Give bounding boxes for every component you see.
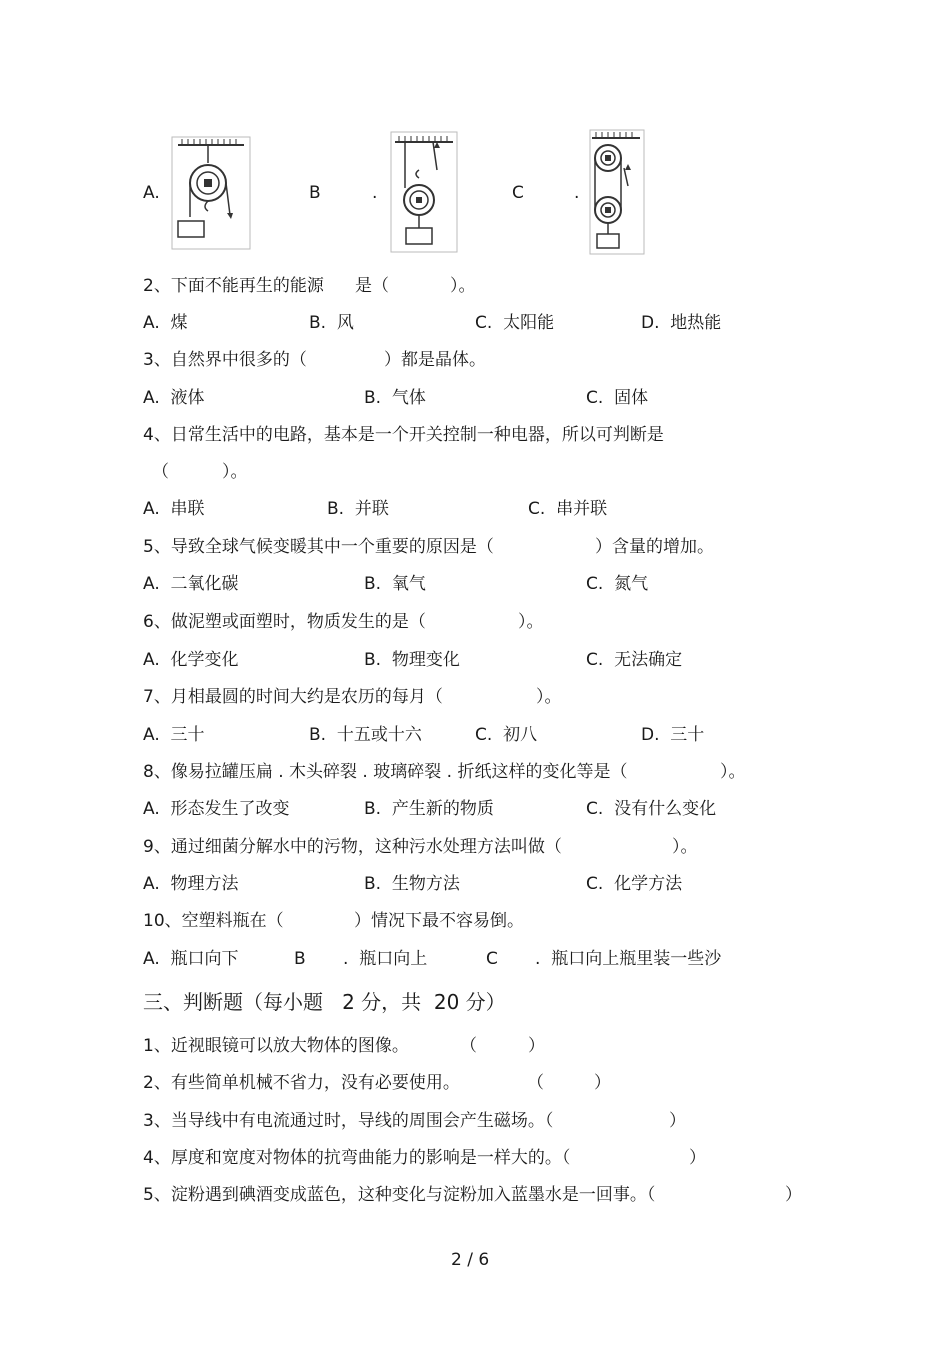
q1-option-a-label: A. [143, 183, 160, 203]
q8-option-b: B. 产生新的物质 [364, 799, 494, 819]
q5-option-c: C. 氮气 [586, 574, 649, 594]
judge-item-3-close: ） [669, 1111, 686, 1131]
q10-stem: 10、空塑料瓶在（ [143, 911, 284, 931]
pulley-figure-c [588, 128, 646, 256]
q7-option-b: B. 十五或十六 [309, 725, 422, 745]
q10-stem-close: ）情况下最不容易倒。 [354, 911, 524, 931]
q2-option-c: C. 太阳能 [475, 313, 555, 333]
q5-stem-close: ）含量的增加。 [595, 537, 714, 557]
q6-option-c: C. 无法确定 [586, 650, 683, 670]
q3-option-b: B. 气体 [364, 388, 426, 408]
page-number: 2 / 6 [451, 1250, 490, 1270]
q7-stem: 7、月相最圆的时间大约是农历的每月（ [143, 687, 443, 707]
q9-stem-close: ）。 [672, 837, 698, 857]
q2-option-b: B. 风 [309, 313, 354, 333]
q7-option-c: C. 初八 [475, 725, 538, 745]
q2-stem-open: 是（ [355, 276, 389, 296]
q2-stem-close: ）。 [450, 276, 476, 296]
q9-option-a: A. 物理方法 [143, 874, 239, 894]
judge-item-2-open: （ [527, 1073, 544, 1093]
q9-option-b: B. 生物方法 [364, 874, 460, 894]
q6-stem: 6、做泥塑或面塑时，物质发生的是（ [143, 612, 426, 632]
q1-option-b-dot: . [372, 183, 378, 203]
q9-option-c: C. 化学方法 [586, 874, 683, 894]
judge-item-1-open: （ [460, 1036, 477, 1056]
q1-option-c-label: C [512, 183, 524, 203]
q5-option-a: A. 二氧化碳 [143, 574, 239, 594]
pulley-figure-b [389, 130, 459, 254]
judge-item-2: 2、有些简单机械不省力，没有必要使用。 [143, 1073, 460, 1093]
q6-stem-close: ）。 [518, 612, 544, 632]
judge-item-1-close: ） [528, 1036, 545, 1056]
q8-option-a: A. 形态发生了改变 [143, 799, 290, 819]
q1-option-c-dot: . [574, 183, 580, 203]
q1-option-b-label: B [309, 183, 321, 203]
q10-option-b: . 瓶口向上 [343, 949, 428, 969]
q10-option-b-label: B [294, 949, 306, 969]
q7-option-a: A. 三十 [143, 725, 205, 745]
q2-stem: 2、下面不能再生的能源 [143, 276, 324, 296]
q6-option-b: B. 物理变化 [364, 650, 460, 670]
q2-option-a: A. 煤 [143, 313, 188, 333]
q7-option-d: D. 三十 [641, 725, 705, 745]
q5-stem: 5、导致全球气候变暖其中一个重要的原因是（ [143, 537, 494, 557]
q2-option-d: D. 地热能 [641, 313, 722, 333]
q10-option-a: A. 瓶口向下 [143, 949, 239, 969]
pulley-figure-a [170, 135, 252, 251]
q8-option-c: C. 没有什么变化 [586, 799, 717, 819]
q10-option-c: . 瓶口向上瓶里装一些沙 [535, 949, 722, 969]
judge-item-5-close: ） [785, 1185, 802, 1205]
q4-close-paren: ）。 [222, 462, 248, 482]
q5-option-b: B. 氧气 [364, 574, 426, 594]
q4-option-c: C. 串并联 [528, 499, 608, 519]
q8-stem: 8、像易拉罐压扁 . 木头碎裂 . 玻璃碎裂 . 折纸这样的变化等是（ [143, 762, 628, 782]
q3-option-c: C. 固体 [586, 388, 649, 408]
judge-item-4: 4、厚度和宽度对物体的抗弯曲能力的影响是一样大的。（ [143, 1148, 571, 1168]
section-title-judgement: 三、判断题（每小题 2 分，共 20 分） [143, 990, 506, 1014]
judge-item-3: 3、当导线中有电流通过时，导线的周围会产生磁场。（ [143, 1111, 554, 1131]
judge-item-4-close: ） [689, 1148, 706, 1168]
q3-option-a: A. 液体 [143, 388, 205, 408]
q3-stem-close: ）都是晶体。 [384, 350, 486, 370]
q4-open-paren: （ [152, 462, 169, 482]
judge-item-1: 1、近视眼镜可以放大物体的图像。 [143, 1036, 409, 1056]
q9-stem: 9、通过细菌分解水中的污物，这种污水处理方法叫做（ [143, 837, 562, 857]
q7-stem-close: ）。 [536, 687, 562, 707]
q4-option-a: A. 串联 [143, 499, 205, 519]
q4-stem: 4、日常生活中的电路，基本是一个开关控制一种电器，所以可判断是 [143, 425, 664, 445]
judge-item-5: 5、淀粉遇到碘酒变成蓝色，这种变化与淀粉加入蓝墨水是一回事。（ [143, 1185, 656, 1205]
q3-stem: 3、自然界中很多的（ [143, 350, 307, 370]
q6-option-a: A. 化学变化 [143, 650, 239, 670]
q10-option-c-label: C [486, 949, 498, 969]
q4-option-b: B. 并联 [327, 499, 389, 519]
q8-stem-close: ）。 [720, 762, 746, 782]
judge-item-2-close: ） [594, 1073, 611, 1093]
